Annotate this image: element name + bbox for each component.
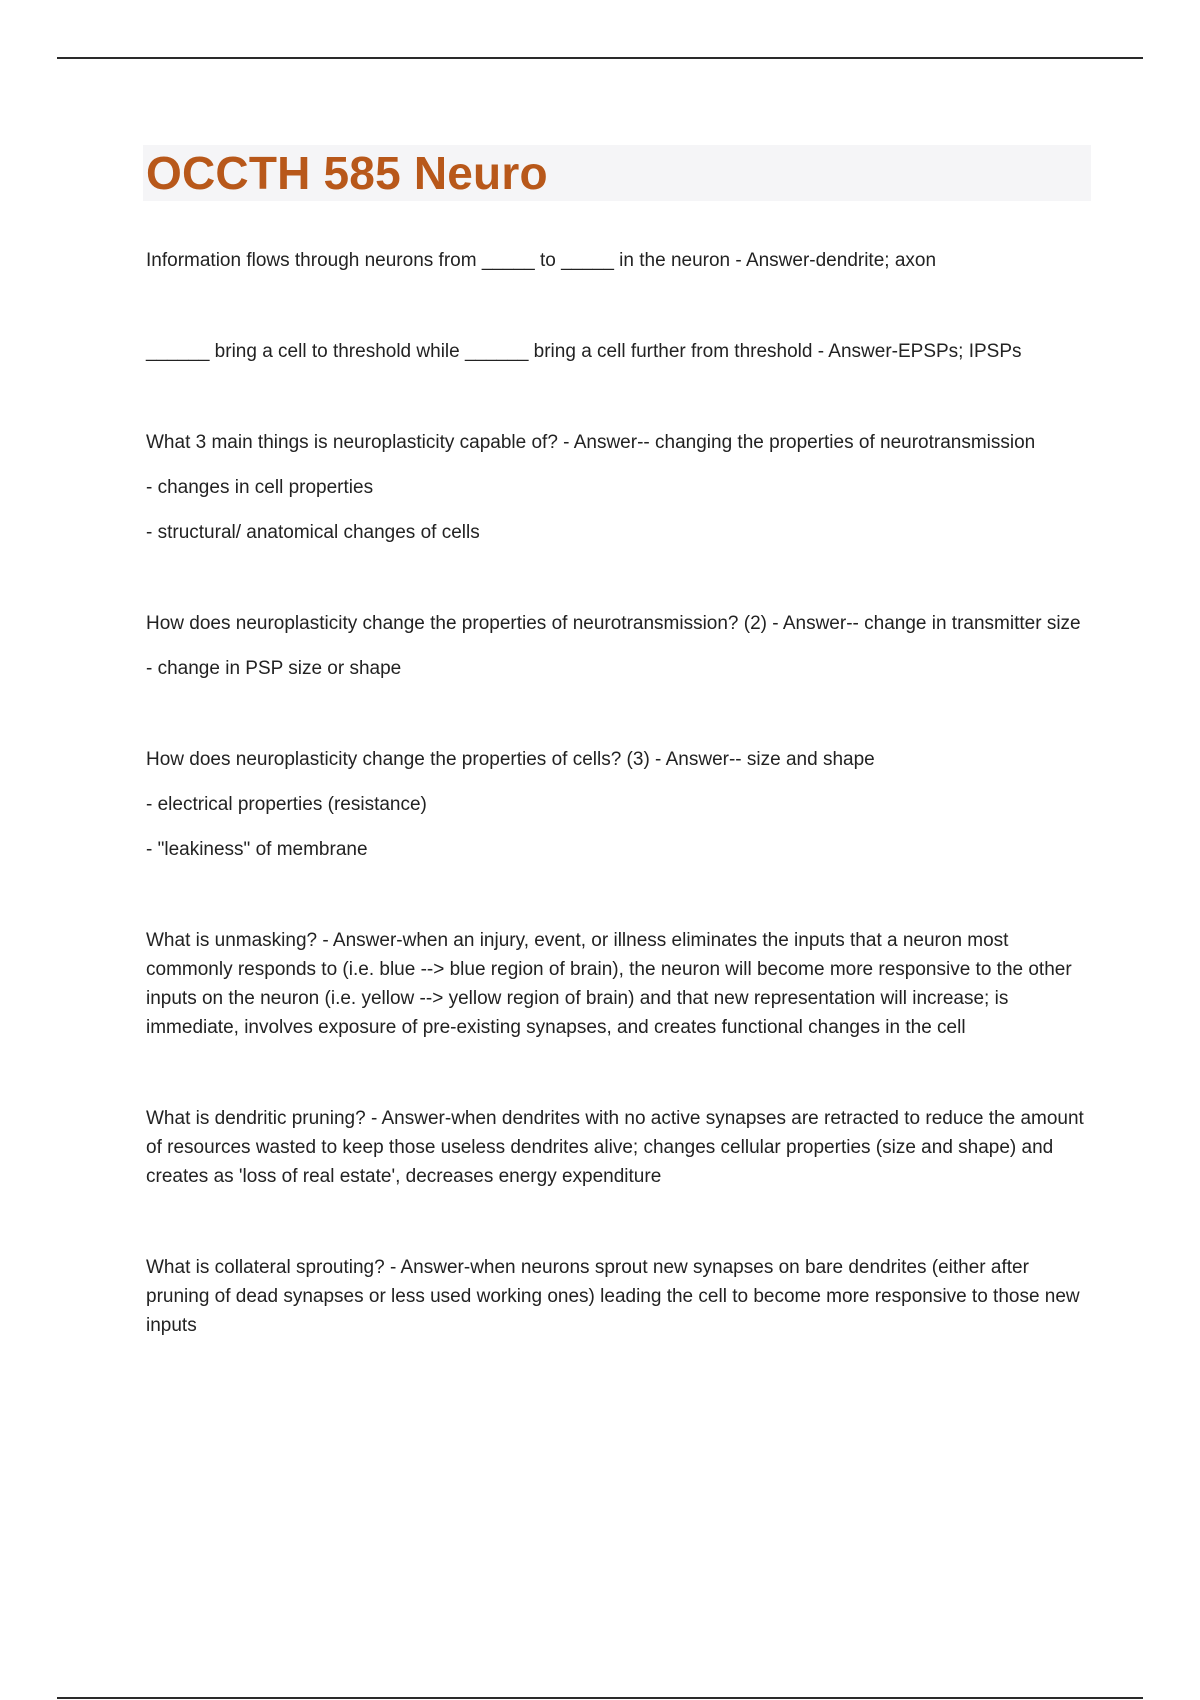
flashcard-bullet: - "leakiness" of membrane [146, 839, 368, 860]
flashcard [146, 926, 1091, 1042]
page-bottom-rule [57, 1697, 1143, 1699]
flashcard-bullet: - structural/ anatomical changes of cells [146, 522, 480, 543]
flashcard [146, 1253, 1091, 1340]
flashcard-text: What is dendritic pruning? - Answer-when dendrites with no active synapses are retracted to reduce the amount of resources wasted to keep those useless dendrites alive; changes cellular properties (size and shape) and creates as 'loss of real estate', decreases energy expenditure [146, 1108, 1084, 1187]
flashcard [146, 1104, 1091, 1191]
flashcard [146, 428, 1091, 547]
flashcard-text: How does neuroplasticity change the properties of cells? (3) - Answer-- size and shape [146, 749, 875, 770]
flashcard-text: What is collateral sprouting? - Answer-when neurons sprout new synapses on bare dendrites (either after pruning of dead synapses or less used working ones) leading the cell to become more responsive to those new inputs [146, 1257, 1080, 1336]
flashcard-bullet: - changes in cell properties [146, 477, 374, 498]
flashcard-text: What is unmasking? - Answer-when an injury, event, or illness eliminates the inputs that a neuron most commonly responds to (i.e. blue --> blue region of brain), the neuron will become more responsive to the other inputs on the neuron (i.e. yellow --> yellow region of brain) and that new representation will increase; is immediate, involves exposure of pre-existing synapses, and creates functional changes in the cell [146, 930, 1072, 1038]
document-title: OCCTH 585 Neuro [146, 147, 548, 199]
flashcard-text: ______ bring a cell to threshold while ______ bring a cell further from threshold - Answer-EPSPs; IPSPs [146, 341, 1022, 362]
flashcard-list [146, 246, 1091, 1340]
flashcard-bullet: - change in PSP size or shape [146, 658, 402, 679]
page-top-rule [57, 57, 1143, 59]
flashcard [146, 745, 1091, 864]
flashcard [146, 337, 1091, 366]
flashcard [146, 609, 1091, 683]
flashcard-text: How does neuroplasticity change the properties of neurotransmission? (2) - Answer-- change in transmitter size [146, 613, 1081, 634]
flashcard-bullet: - electrical properties (resistance) [146, 794, 427, 815]
flashcard-text: What 3 main things is neuroplasticity capable of? - Answer-- changing the properties of neurotransmission [146, 432, 1036, 453]
flashcard-text: Information flows through neurons from _____ to _____ in the neuron - Answer-dendrite; axon [146, 250, 937, 271]
flashcard [146, 246, 1091, 275]
